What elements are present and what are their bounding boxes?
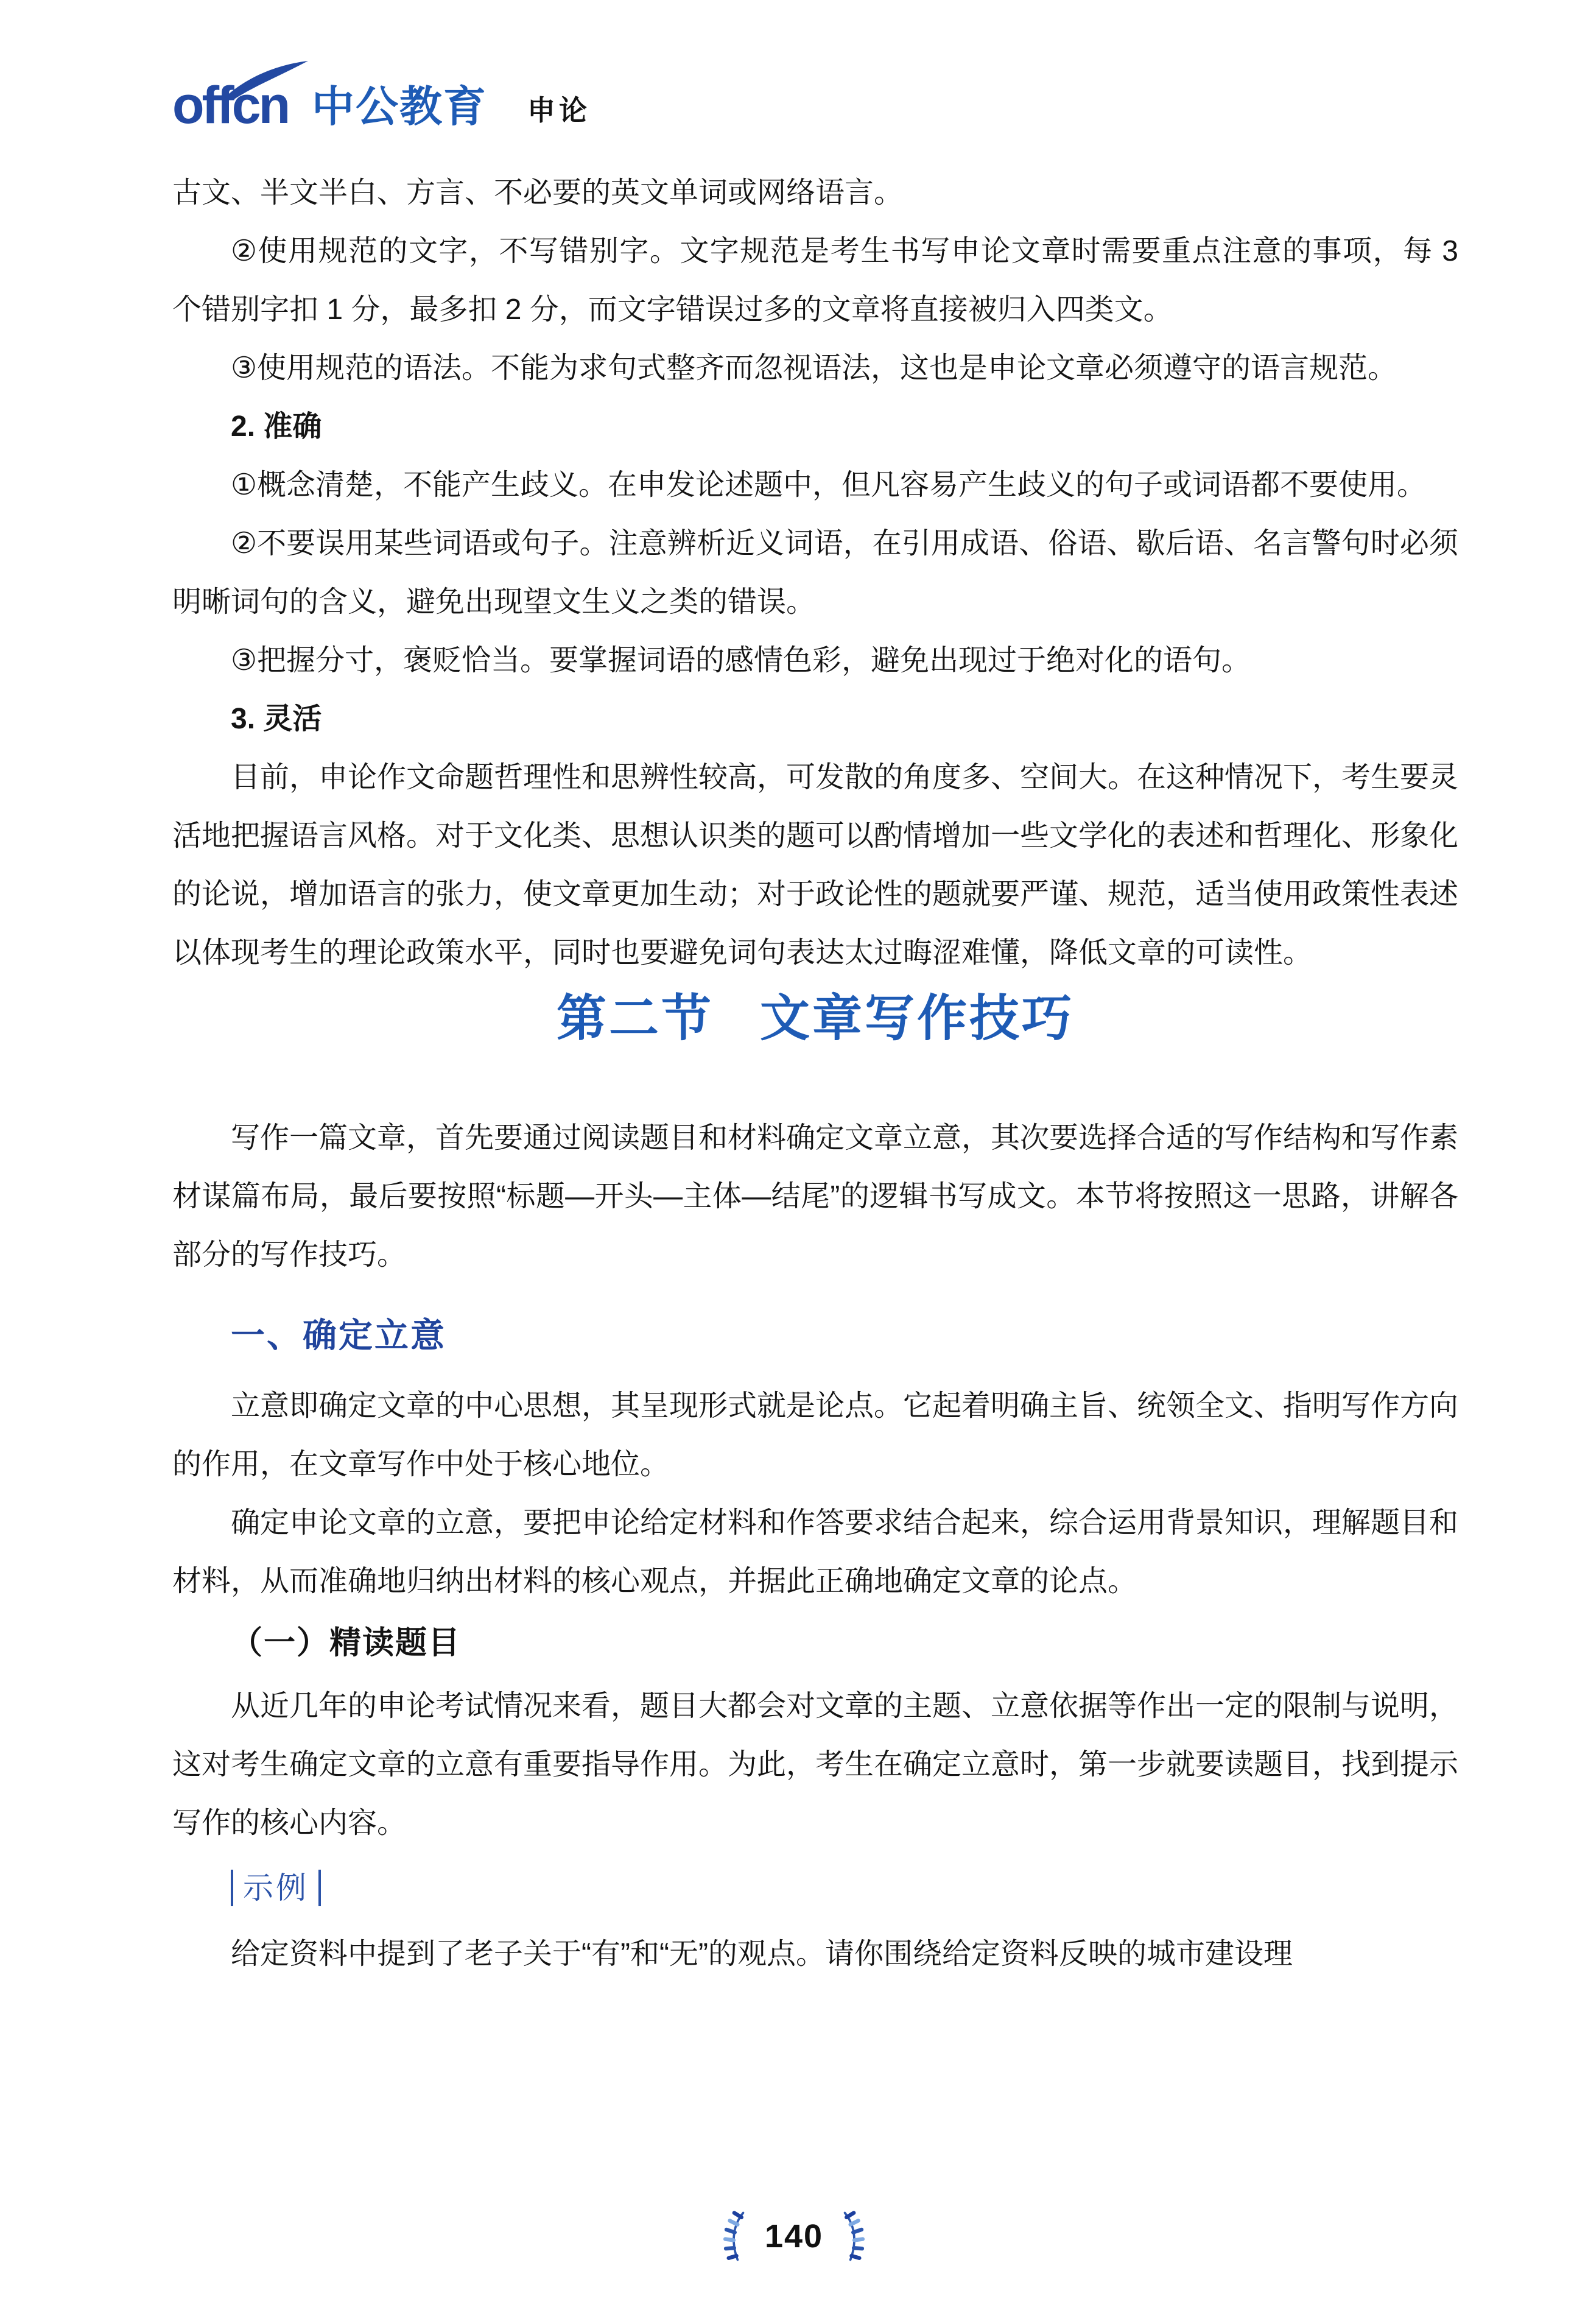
page-body [172, 164, 1458, 1984]
paragraph: ②不要误用某些词语或句子。注意辨析近义词语，在引用成语、俗语、歇后语、名言警句时必须明晰词句的含义，避免出现望文生义之类的错误。 [172, 527, 1458, 618]
list-heading-accurate: 2. 准确 [231, 410, 322, 443]
paragraph: 目前，申论作文命题哲理性和思辨性较高，可发散的角度多、空间大。在这种情况下，考生要灵活地把握语言风格。对于文化类、思想认识类的题可以酌情增加一些文学化的表述和哲理化、形象化的论说，增加语言的张力，使文章更加生动；对于政论性的题就要严谨、规范，适当使用政策性表述以体现考生的理论政策水平，同时也要避免词句表达太过晦涩难懂，降低文章的可读性。 [172, 761, 1459, 969]
paragraph: 立意即确定文章的中心思想，其呈现形式就是论点。它起着明确主旨、统领全文、指明写作方向的作用，在文章写作中处于核心地位。 [172, 1390, 1459, 1481]
list-heading-flexible: 3. 灵活 [231, 703, 322, 735]
offcn-logo-text: offcn [172, 76, 289, 135]
paragraph: 从近几年的申论考试情况来看，题目大都会对文章的主题、立意依据等作出一定的限制与说明，这对考生确定文章的立意有重要指导作用。为此，考生在确定立意时，第一步就要读题目，找到提示写作的核心内容。 [172, 1690, 1459, 1839]
paragraph: 写作一篇文章，首先要通过阅读题目和材料确定文章立意，其次要选择合适的写作结构和写作素材谋篇布局，最后要按照“标题—开头—主体—结尾”的逻辑书写成文。本节将按照这一思路，讲解各部分的写作技巧。 [172, 1122, 1459, 1271]
example-label: 示例 [231, 1870, 321, 1906]
page-footer [0, 2210, 1588, 2263]
brand-header [172, 68, 591, 135]
paragraph: 确定申论文章的立意，要把申论给定材料和作答要求结合起来，综合运用背景知识，理解题目和材料，从而准确地归纳出材料的核心观点，并据此正确地确定文章的论点。 [172, 1507, 1459, 1597]
section-title [172, 982, 1458, 1055]
laurel-left-icon [717, 2210, 749, 2263]
example-block [231, 1867, 1458, 1911]
paragraph: 给定资料中提到了老子关于“有”和“无”的观点。请你围绕给定资料反映的城市建设理 [231, 1938, 1293, 1970]
subheading-determine-intent: 一、确定立意 [231, 1316, 446, 1354]
brand-name: 中公教育 [312, 83, 487, 130]
paragraph: ③使用规范的语法。不能为求句式整齐而忽视语法，这也是申论文章必须遵守的语言规范。 [231, 352, 1397, 384]
logo-swoosh-icon [220, 60, 311, 102]
paragraph: ②使用规范的文字，不写错别字。文字规范是考生书写申论文章时需要重点注意的事项，每 3 个错别字扣 1 分，最多扣 2 分，而文字错误过多的文章将直接被归入四类文。 [172, 235, 1458, 326]
subheading-read-question: （一）精读题目 [231, 1625, 462, 1661]
section-title-text: 文章写作技巧 [760, 991, 1075, 1046]
paragraph: 古文、半文半白、方言、不必要的英文单词或网络语言。 [172, 177, 904, 209]
book-title: 申论 [527, 94, 591, 126]
page-number: 140 [764, 2218, 824, 2255]
section-title-number: 第二节 [556, 991, 714, 1046]
paragraph: ①概念清楚，不能产生歧义。在申发论述题中，但凡容易产生歧义的句子或词语都不要使用。 [231, 469, 1427, 501]
laurel-right-icon [839, 2210, 871, 2263]
offcn-logo [172, 68, 303, 135]
paragraph: ③把握分寸，褒贬恰当。要掌握词语的感情色彩，避免出现过于绝对化的语句。 [231, 644, 1251, 677]
